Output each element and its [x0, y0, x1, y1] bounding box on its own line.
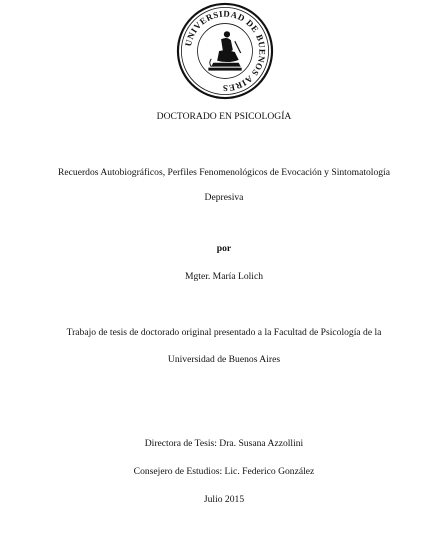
- thesis-director: Directora de Tesis: Dra. Susana Azzollini: [144, 438, 304, 449]
- description-line-2: Universidad de Buenos Aires: [167, 354, 281, 365]
- svg-text:UNIVERSIDAD DE BUENOS AIRES: UNIVERSIDAD DE BUENOS AIRES: [182, 8, 268, 94]
- university-seal-logo: [176, 2, 274, 100]
- study-advisor: Consejero de Estudios: Lic. Federico González: [133, 466, 315, 477]
- description-line-1: Trabajo de tesis de doctorado original presentado a la Facultad de Psicología de la: [66, 327, 382, 338]
- submission-date: Julio 2015: [203, 494, 245, 505]
- thesis-title-line-1: Recuerdos Autobiográficos, Perfiles Fenomenológicos de Evocación y Sintomatología: [58, 167, 390, 178]
- program-name: DOCTORADO EN PSICOLOGÍA: [156, 111, 292, 122]
- author-name: Mgter. María Lolich: [184, 271, 264, 282]
- by-label: por: [216, 243, 232, 254]
- thesis-title-line-2: Depresiva: [204, 192, 244, 203]
